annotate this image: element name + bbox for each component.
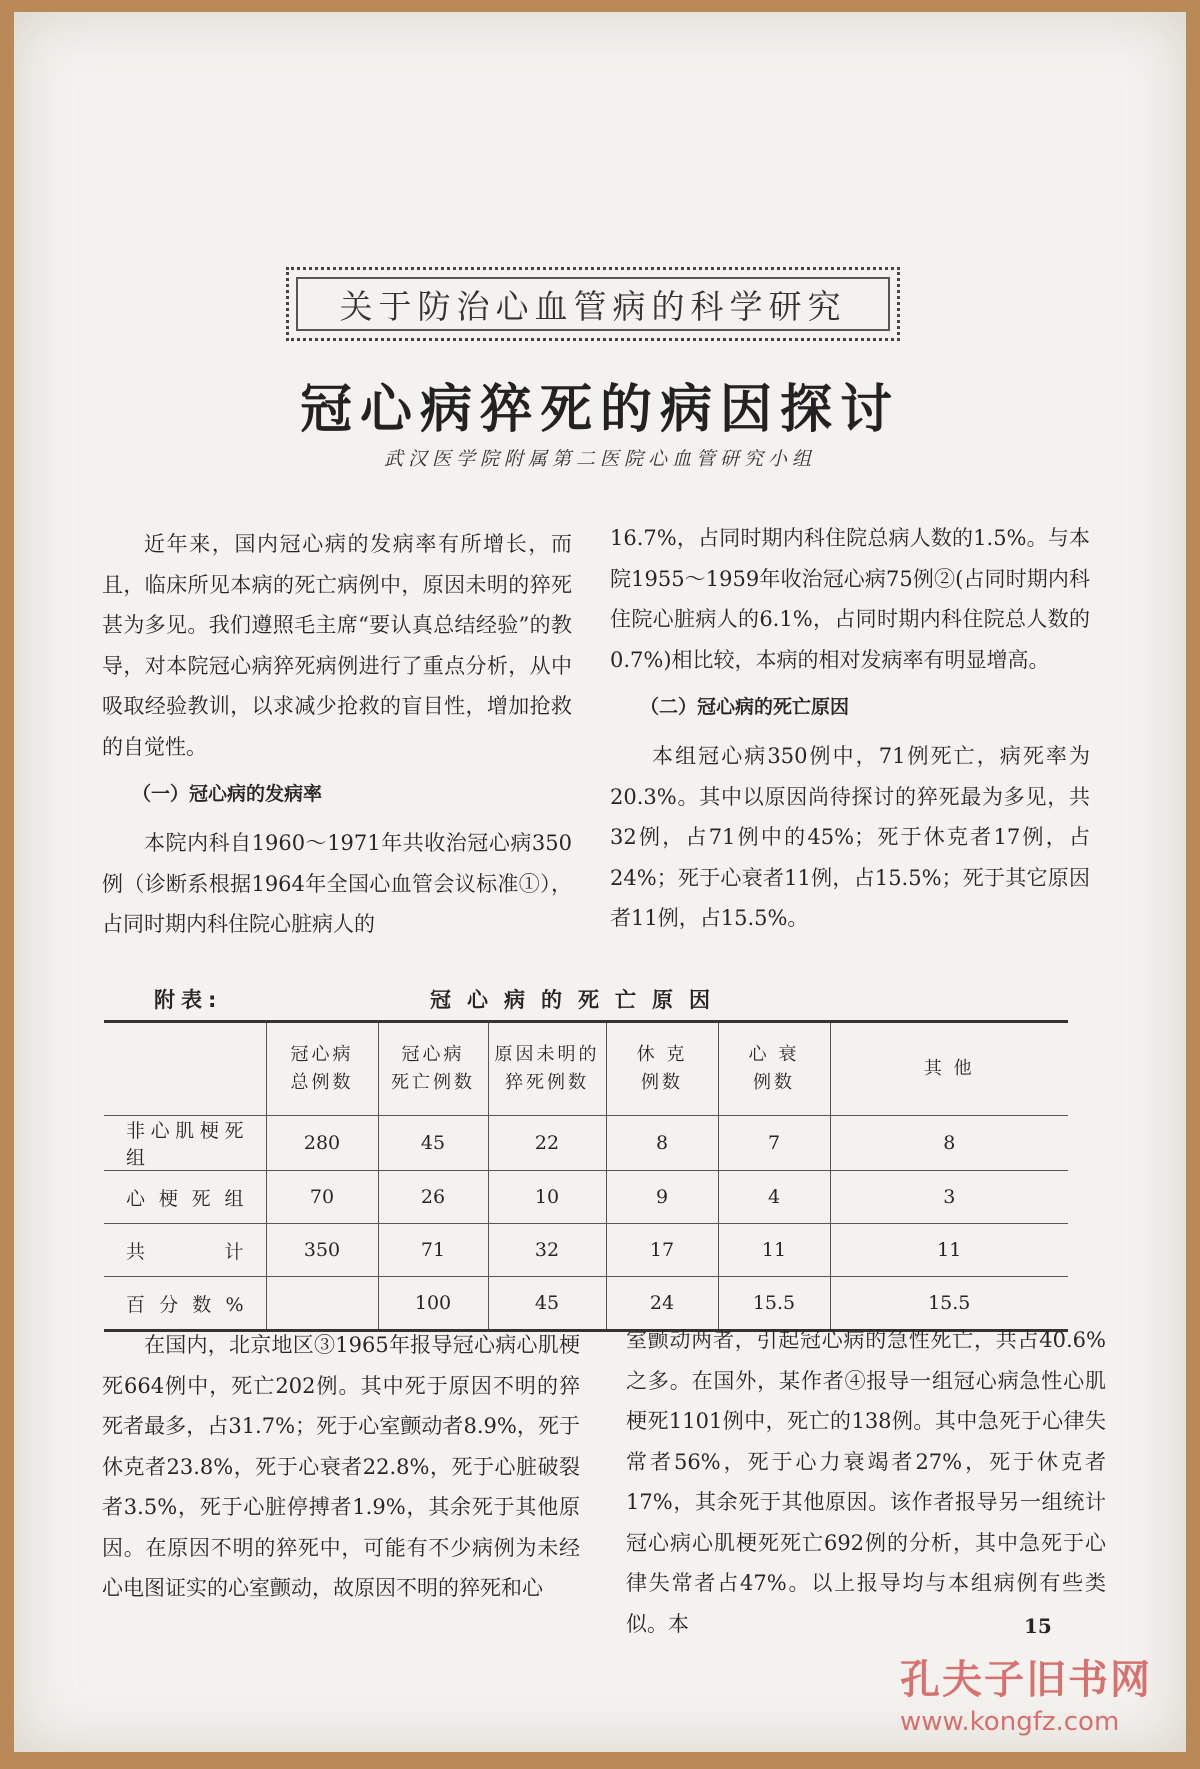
row-label: 心梗死组 <box>104 1171 266 1224</box>
incidence-paragraph-continued: 16.7%，占同时期内科住院总病人数的1.5%。与本院1955～1959年收治冠心病75例②(占同时期内科住院心脏病人的6.1%，占同时期内科住院总人数的0.7%)相比较，本病的相对发病率有明显增高。 <box>610 526 1090 672</box>
table-cell: 45 <box>378 1116 488 1171</box>
table-cell: 4 <box>718 1171 830 1224</box>
column-2 <box>610 518 1090 939</box>
article-title: 冠心病猝死的病因探讨 <box>299 380 900 440</box>
watermark-url: www.kongfz.com <box>900 1707 1120 1737</box>
column-1 <box>102 524 572 945</box>
table-header-row <box>104 1022 1068 1116</box>
table-cell: 280 <box>266 1116 378 1171</box>
row-label: 共计 <box>104 1224 266 1277</box>
table-cell: 9 <box>606 1171 718 1224</box>
table-cell: 71 <box>378 1224 488 1277</box>
table-cell: 22 <box>488 1116 606 1171</box>
table-cell: 7 <box>718 1116 830 1171</box>
table-cell: 8 <box>830 1116 1068 1171</box>
banner-text: 关于防治心血管病的科学研究 <box>339 286 847 326</box>
section-heading-2: （二）冠心病的死亡原因 <box>640 696 850 718</box>
header-cell: 休 克 例数 <box>606 1022 718 1116</box>
watermark <box>900 1648 1180 1737</box>
intro-paragraph: 近年来，国内冠心病的发病率有所增长，而且，临床所见本病的死亡病例中，原因未明的猝死甚为多见。我们遵照毛主席“要认真总结经验”的教导，对本院冠心病猝死病例进行了重点分析，从中吸取经验教训，以求减少抢救的盲目性，增加抢救的自觉性。 <box>102 532 572 759</box>
death-causes-table <box>104 1020 1068 1332</box>
table-cell: 10 <box>488 1171 606 1224</box>
section-heading-1: （一）冠心病的发病率 <box>132 783 323 805</box>
table-cell <box>266 1277 378 1331</box>
table-cell: 100 <box>378 1277 488 1331</box>
table-cell: 26 <box>378 1171 488 1224</box>
table-cell: 17 <box>606 1224 718 1277</box>
table-cell: 45 <box>488 1277 606 1331</box>
column-3 <box>102 1325 580 1609</box>
author-line: 武汉医学院附属第二医院心血管研究小组 <box>383 448 816 470</box>
table-cell: 8 <box>606 1116 718 1171</box>
domestic-reports-paragraph: 在国内，北京地区③1965年报导冠心病心肌梗死664例中，死亡202例。其中死于原因不明的猝死者最多，占31.7%；死于心室颤动者8.9%，死于休克者23.8%，死于心衰者22.8%，死于心脏破裂者3.5%，死于心脏停搏者1.9%，其余死于其他原因。在原因不明的猝死中，可能有不少病例为未经心电图证实的心室颤动，故原因不明的猝死和心 <box>102 1333 580 1600</box>
header-cell: 冠心病 死亡例数 <box>378 1022 488 1116</box>
incidence-paragraph: 本院内科自1960～1971年共收治冠心病350例（诊断系根据1964年全国心血管会议标准①），占同时期内科住院心脏病人的 <box>102 831 572 936</box>
header-cell: 原因未明的 猝死例数 <box>488 1022 606 1116</box>
table-cell: 11 <box>718 1224 830 1277</box>
table-title: 冠心病的死亡原因 <box>430 988 726 1012</box>
death-causes-paragraph: 本组冠心病350例中，71例死亡，病死率为20.3%。其中以原因尚待探讨的猝死最为多见，共32例，占71例中的45%；死于休克者17例，占24%；死于心衰者11例，占15.5%；死于其它原因者11例，占15.5%。 <box>610 744 1090 930</box>
table-row <box>104 1116 1068 1171</box>
page <box>14 12 1186 1752</box>
watermark-brand: 孔夫子旧书网 <box>900 1657 1152 1703</box>
table-cell: 70 <box>266 1171 378 1224</box>
table-cell: 350 <box>266 1224 378 1277</box>
page-number: 15 <box>1024 1614 1052 1638</box>
header-cell: 冠心病 总例数 <box>266 1022 378 1116</box>
table-cell: 3 <box>830 1171 1068 1224</box>
table-cell: 24 <box>606 1277 718 1331</box>
table-cell: 15.5 <box>718 1277 830 1331</box>
header-cell <box>104 1022 266 1116</box>
column-4 <box>626 1320 1106 1644</box>
table-cell: 15.5 <box>830 1277 1068 1331</box>
header-cell: 心 衰 例数 <box>718 1022 830 1116</box>
foreign-reports-paragraph: 室颤动两者，引起冠心病的急性死亡，共占40.6%之多。在国外，某作者④报导一组冠心病急性心肌梗死1101例中，死亡的138例。其中急死于心律失常者56%，死于心力衰竭者27%，死于休克者17%，其余死于其他原因。该作者报导另一组统计冠心病心肌梗死死亡692例的分析，其中急死于心律失常者占47%。以上报导均与本组病例有些类似。本 <box>626 1328 1106 1636</box>
row-label: 百分数% <box>104 1277 266 1331</box>
table-row <box>104 1171 1068 1224</box>
header-cell: 其 他 <box>830 1022 1068 1116</box>
table-cell: 32 <box>488 1224 606 1277</box>
series-banner <box>286 267 900 341</box>
table-row <box>104 1224 1068 1277</box>
table-label: 附表: <box>154 988 223 1012</box>
row-label: 非心肌梗死组 <box>104 1116 266 1171</box>
table-cell: 11 <box>830 1224 1068 1277</box>
